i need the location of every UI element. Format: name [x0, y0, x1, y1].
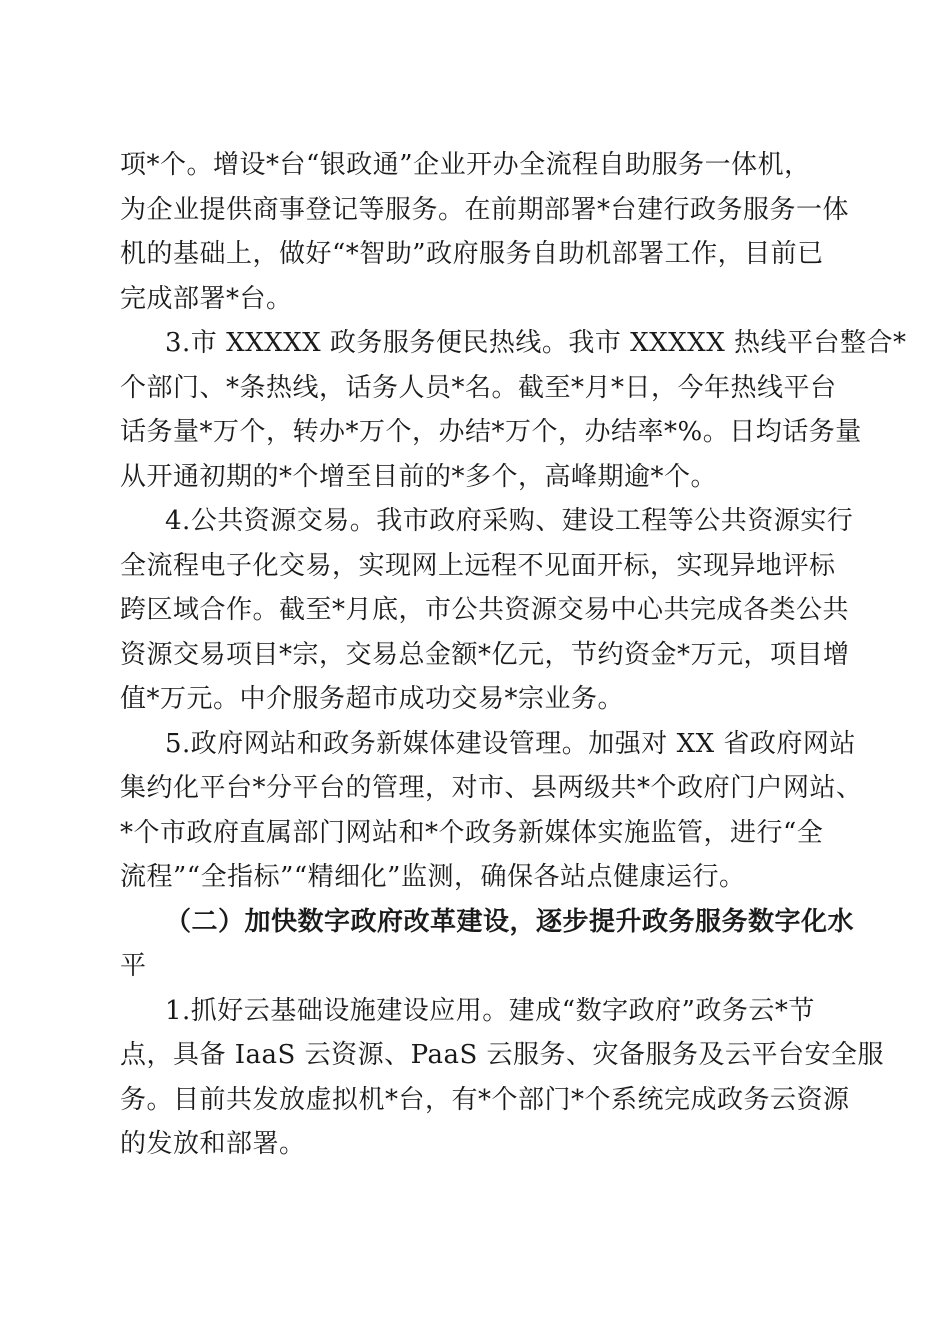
section-heading: （二）加快数字政府改革建设，逐步提升政务服务数字化水: [165, 906, 855, 937]
text-line: 4.公共资源交易。我市政府采购、建设工程等公共资源实行: [165, 506, 854, 536]
text-line: 项*个。增设*台“银政通”企业开办全流程自助服务一体机，: [120, 150, 811, 180]
text-line: 全流程电子化交易，实现网上远程不见面开标，实现异地评标: [120, 550, 836, 581]
text-line: 值*万元。中介服务超市成功交易*宗业务。: [120, 684, 625, 714]
text-line: 资源交易项目*宗，交易总金额*亿元，节约资金*万元，项目增: [120, 639, 850, 670]
section-heading-continued: 平: [120, 951, 147, 981]
text-line: 完成部署*台。: [120, 283, 293, 314]
text-line: 为企业提供商事登记等服务。在前期部署*台建行政务服务一体: [120, 194, 850, 225]
document-body: [120, 143, 907, 1167]
text-line: 的发放和部署。: [120, 1129, 306, 1159]
text-line: 流程”“全指标”“精细化”监测，确保各站点健康运行。: [120, 862, 746, 892]
text-line: 跨区域合作。截至*月底，市公共资源交易中心共完成各类公共: [120, 595, 850, 625]
text-line: 务。目前共发放虚拟机*台，有*个部门*个系统完成政务云资源: [120, 1084, 850, 1115]
text-line: 机的基础上，做好“*智助”政府服务自助机部署工作，目前已: [120, 239, 824, 269]
text-line: 从开通初期的*个增至目前的*多个，高峰期逾*个。: [120, 461, 718, 492]
text-line: 1.抓好云基础设施建设应用。建成“数字政府”政务云*节: [165, 995, 815, 1026]
text-line: 3.市 XXXXX 政务服务便民热线。我市 XXXXX 热线平台整合*: [165, 328, 907, 358]
text-line: 话务量*万个，转办*万个，办结*万个，办结率*%。日均话务量: [120, 417, 862, 447]
text-line: *个市政府直属部门网站和*个政务新媒体实施监管，进行“全: [120, 817, 824, 848]
text-line: 点，具备 IaaS 云资源、PaaS 云服务、灾备服务及云平台安全服: [120, 1040, 885, 1070]
text-line: 个部门、*条热线，话务人员*名。截至*月*日，今年热线平台: [120, 372, 837, 403]
text-line: 集约化平台*分平台的管理，对市、县两级共*个政府门户网站、: [120, 773, 863, 803]
text-line: 5.政府网站和政务新媒体建设管理。加强对 XX 省政府网站: [165, 728, 856, 759]
